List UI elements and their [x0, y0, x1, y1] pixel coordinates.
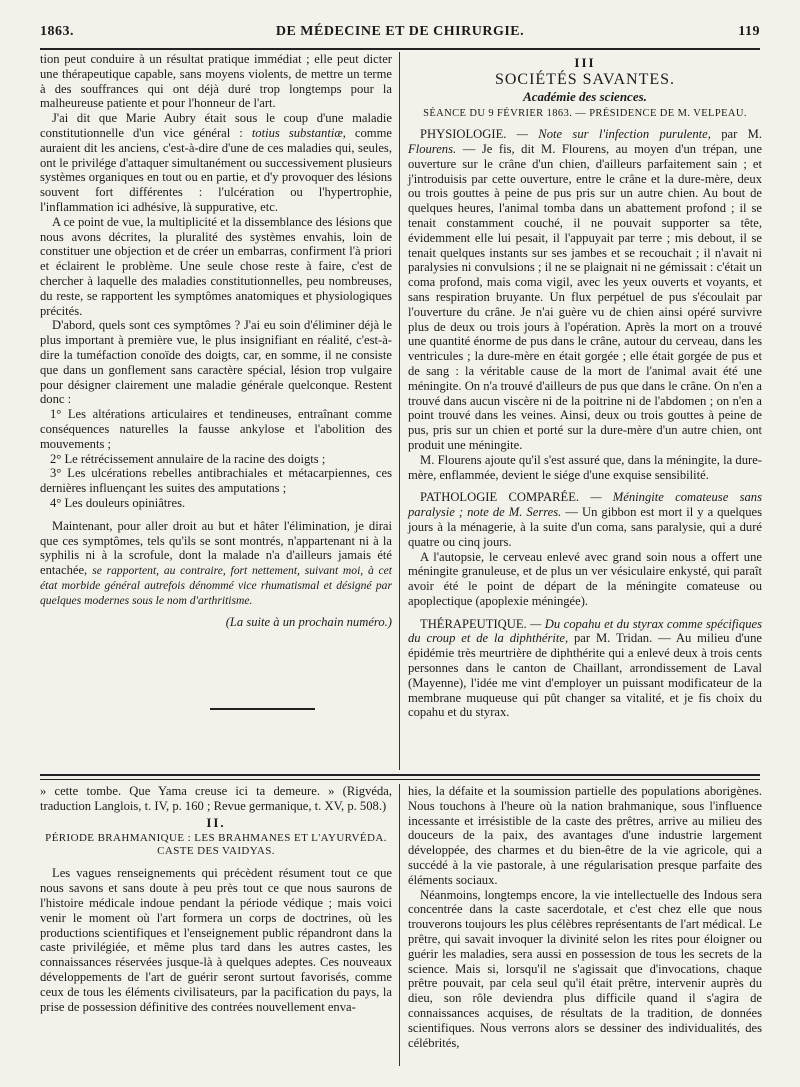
pathology-article: PATHOLOGIE COMPARÉE. — Méningite comateuse sans paralysie ; note de M. Serres. — Un gibbon est mort il y a quelques jours à la ménagerie, à la suite d'un coma, sans paralysie, qui a duré quatre ou cinq jours.	[408, 490, 762, 549]
academy-heading: Académie des sciences.	[523, 88, 647, 104]
latin-phrase: totius substantiæ	[251, 125, 343, 140]
list-item: 1° Les altérations articulaires et tendineuses, entraînant comme conséquences naturelles la fausse ankylose et l'abolition des mouvements ;	[40, 407, 392, 451]
left-paragraph-4: D'abord, quels sont ces symptômes ? J'ai eu soin d'éliminer déjà le plus important à première vue, le plus insignifiant en réalité, c'est-à-dire la tuméfaction conoïde des doigts, car, en somme, il ne consiste que dans un gonflement sans caractère spécial, lésion trop vulgaire pour désigner clairement une maladie générale quelconque. Restent donc :	[40, 318, 392, 407]
feuilleton-section-number: II.	[206, 814, 226, 830]
feuilleton-paragraph-2: hies, la défaite et la soumission partielle des populations aborigènes. Nous touchons à l'heure où la nation brahmanique, sous l'influence incessante et irrésistible de la caste des prêtres, arrive au milieu des douceurs de la paix, des avantages d'une industrie largement développée, des charmes et du bien-être de la vie agricole, qui a succédé à la vie pastorale, à une régularisation presque parfaite des éléments sociaux.	[408, 784, 762, 887]
feuilleton-paragraph-3: Néanmoins, longtemps encore, la vie intellectuelle des Indous sera concentrée dans la caste sacerdotale, et c'est chez elle que nous trouverons toujours les plus célèbres représentants de l'art médical. Le prêtre, qui savait invoquer la divinité selon les rites pour éloigner ou guérir les maladies, sera aussi en possession de tous les secrets de la science. Mais si, lorsqu'il ne s'agissait que d'invocations, chaque prêtre pouvait, par cela seul qu'il était prêtre, intervenir auprès du dieu, son rôle deviendra plus difficile quand il s'agira de connaissances acquises, de résultats de la tradition, de données scientifiques. Nous verrons alors se dessiner des individualités, des célébrités,	[408, 887, 762, 1050]
feuilleton-heading: PÉRIODE BRAHMANIQUE : LES BRAHMANES ET L'AYURVÉDA.	[45, 832, 387, 845]
feuilleton-left	[40, 784, 392, 1014]
left-paragraph-2: J'ai dit que Marie Aubry était sous le coup d'une maladie constitutionnelle d'un vice général : totius substantiæ, comme auraient dit les anciens, c'est-à-dire d'une de ces maladies qui, seules, ont le privilége d'attaquer simultanément ou successivement plusieurs systèmes organiques en tout ou en partie, et d'y provoquer des lésions souvent fort différentes : l'ulcération ou l'hypertrophie, l'inflammation ici adhésive, là suppurative, etc.	[40, 111, 392, 214]
feuilleton-rule	[40, 774, 760, 776]
feuilleton-subheading: CASTE DES VAIDYAS.	[157, 845, 275, 858]
symptom-list	[40, 407, 392, 511]
feuilleton-right	[408, 784, 762, 1050]
session-line: SÉANCE DU 9 FÉVRIER 1863. — PRÉSIDENCE DE M. VELPEAU.	[423, 108, 747, 120]
feuilleton-paragraph-1: Les vagues renseignements qui précèdent résument tout ce que nous savons et sans doute à peu près tout ce que nous saurons de l'histoire médicale indoue pendant la période védique ; mais voici venir le moment où l'art formera un corps de doctrines, où les productions scientifiques et l'enseignement public répandront dans la caste privilégiée, et même plus tard dans les autres castes, les connaissances réservées jusque-là à quelques adeptes. Ces nouveaux développements de l'art de guérir seront surtout favorisés, comme ceux de tous les éléments civilisateurs, par la pacification du pays, la prise de possession définitive des contrées nouvellement enva-	[40, 866, 392, 1014]
column-divider-bottom	[399, 784, 400, 1066]
list-item: 3° Les ulcérations rebelles antibrachiales et métacarpiennes, ces dernières influençant les suites des amputations ;	[40, 466, 392, 496]
left-paragraph-3: A ce point de vue, la multiplicité et la dissemblance des lésions que nous avons décrites, la pluralité des systèmes envahis, loin de constituer une objection et de créer un embarras, confirment l'à priori et éclairent le problème. Une seule chose reste à faire, c'est de chercher à laquelle des maladies constitutionnelles, peu nombreuses, du reste, se rapportent les symptômes anatomiques et physiologiques précités.	[40, 214, 392, 318]
left-paragraph-5: Maintenant, pour aller droit au but et hâter l'élimination, je dirai que ces symptômes, tels qu'ils se sont montrés, n'appartenant ni à la syphilis ni à la scrofule, dont la malade n'a d'ailleurs jamais été entachée, se rapportent, au contraire, fort nettement, suivant moi, à cet état morbide général autrefois dénommé vice rhumatismal et désigné par quelques modernes sous le nom d'arthritisme.	[40, 518, 392, 607]
therapeutics-article: THÉRAPEUTIQUE. — Du copahu et du styrax comme spécifiques du croup et de la diphthérite, par M. Tridan. — Au milieu d'une épidémie très meurtrière de diphthérite qui a enlevé deux à trois cents personnes dans le canton de Chaillant, arrondissement de Laval (Mayenne), l'idée me vint d'employer un puissant modificateur de la membrane muqueuse qui pût changer sa vitalité, et je fis choix du copahu et du styrax.	[408, 616, 762, 720]
article-end-rule	[210, 708, 315, 710]
column-divider-top	[399, 52, 400, 770]
section-title: SOCIÉTÉS SAVANTES.	[494, 70, 676, 88]
left-column	[40, 52, 392, 630]
list-item: 2° Le rétrécissement annulaire de la racine des doigts ;	[50, 451, 326, 466]
physiology-article: PHYSIOLOGIE. — Note sur l'infection purulente, par M. Flourens. — Je fis, dit M. Flourens, au moyen d'un trépan, une ouverture sur le crâne d'un chien, d'ailleurs parfaitement sain ; et j'introduisis par cette ouverture, entre le crâne et la dure-mère, deux ou trois gouttes à peine de pus pris sur un autre chien. Au bout de quelques heures, l'animal tomba dans un abattement profond ; il se tenait constamment couché, il ne pouvait supporter sa tête, évidemment elle lui pesait, il l'appuyait par terre ; mis debout, il se tenait quelques instants sur ses jambes et se recouchait ; il n'avait ni paralysies ni convulsions ; il ne se plaignait ni ne gémissait : c'était un coma profond, mais coma vigil, avec les yeux ouverts et voyants, et sans respiration bruyante. Un flux perpétuel de pus s'écoulait par l'ouverture du crâne. Je n'ai guère vu de chien ainsi opéré survivre plus de deux ou trois jours à l'opération. Après la mort on a trouvé une quantité énorme de pus dans le crâne, autour du cerveau, dans les ventricules ; la dure-mère en était gorgée ; elle était gorgée de pus et de sang : la véritable cause de la mort de l'animal avait été une méningite. On n'a trouvé d'ailleurs de pus que dans le crâne. On n'en a trouvé dans aucun viscère ni de la poitrine ni de l'abdomen ; on n'en a point trouvé dans les veines. Ainsi, deux ou trois gouttes à peine de pus, pris sur un chien et porté sur la dure-mère d'un autre chien, ont produit une méningite.	[408, 127, 762, 452]
rigveda-quote: » cette tombe. Que Yama creuse ici ta demeure. » (Rigvéda, traduction Langlois, t. IV, p. 160 ; Revue germanique, t. XV, p. 508.)	[40, 784, 392, 813]
header-year: 1863.	[40, 24, 74, 39]
header-page-number: 119	[738, 24, 760, 39]
feuilleton-rule-2	[40, 779, 760, 780]
running-header	[40, 24, 760, 46]
left-paragraph-1: tion peut conduire à un résultat pratique immédiat ; elle peut dicter une thérapeutique capable, sans moyens violents, de mettre un terme à des souffrances qui ont déjà duré trop longtemps pour la malheureuse patiente et pour l'honneur de l'art.	[40, 52, 392, 111]
list-item: 4° Les douleurs opiniâtres.	[50, 495, 186, 510]
right-column	[408, 54, 762, 720]
physiology-addendum: M. Flourens ajoute qu'il s'est assuré que, dans la méningite, la dure-mère, enflammée, devient le siége d'une exquise sensibilité.	[408, 452, 762, 482]
pathology-autopsy: A l'autopsie, le cerveau enlevé avec grand soin nous a offert une méningite granuleuse, et de plus un ver vésiculaire enkysté, qui paraît avoir été le point de départ de la méningite comateuse ou apoplectique (apoplexie méningée).	[408, 549, 762, 608]
conclusion-italic: se rapportent, au contraire, fort nettement, suivant moi, à cet état morbide général autrefois dénommé vice rhumatismal et désigné par quelques modernes sous le nom d'arthritisme.	[40, 564, 392, 607]
header-title: DE MÉDECINE ET DE CHIRURGIE.	[275, 24, 525, 39]
section-number: III	[574, 55, 596, 70]
continued-note: (La suite à un prochain numéro.)	[225, 615, 392, 630]
header-rule	[40, 48, 760, 50]
